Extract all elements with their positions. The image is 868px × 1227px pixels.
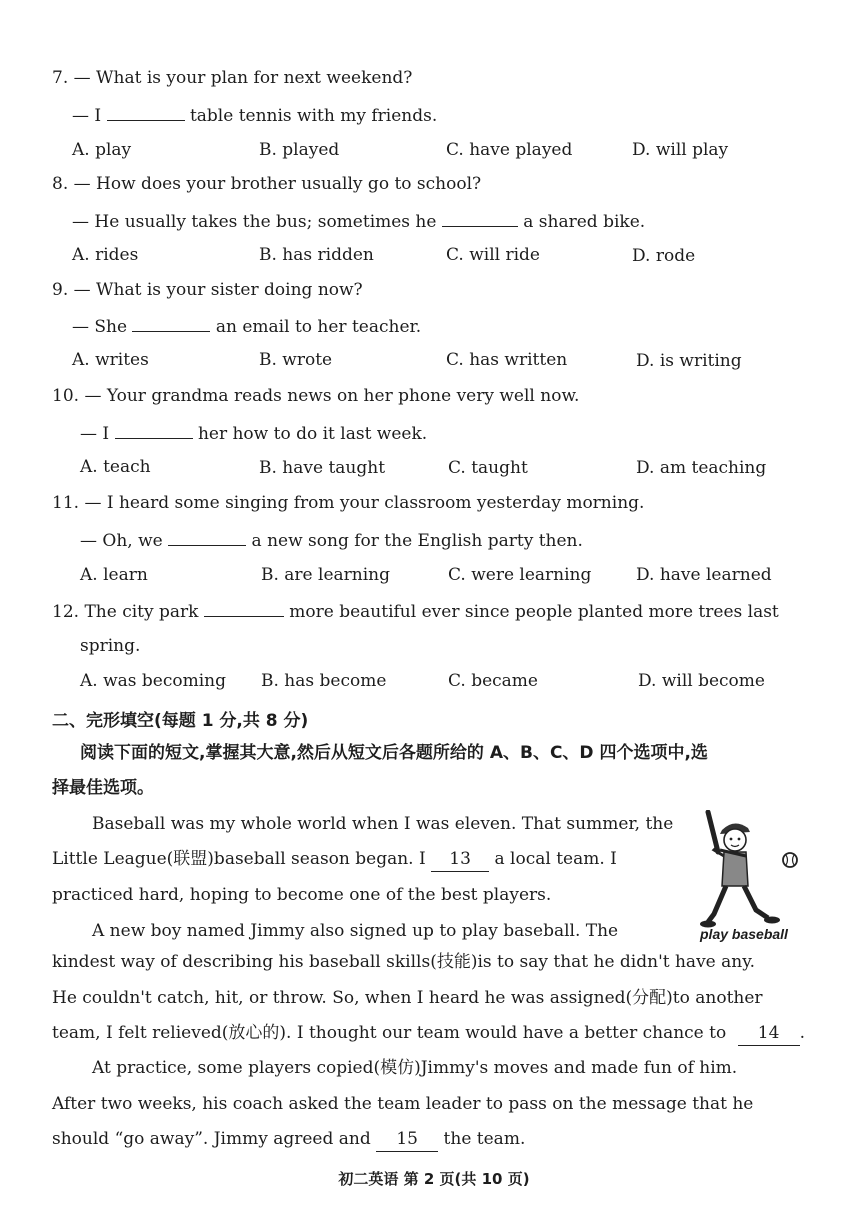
option-d[interactable]: D. will become (638, 671, 765, 691)
option-b[interactable]: B. have taught (259, 458, 386, 478)
question-number: 8. (52, 174, 69, 194)
option-d[interactable]: D. will play (632, 140, 729, 160)
question-text: — I heard some singing from your classroom yesterday morning. (84, 493, 645, 513)
answer-blank[interactable] (204, 598, 284, 617)
option-d[interactable]: D. is writing (636, 351, 742, 371)
passage-text: the team. (443, 1129, 526, 1149)
page-footer: 初二英语 第 2 页(共 10 页) (338, 1170, 530, 1188)
question-number: 10. (52, 386, 80, 406)
question-text: The city park (84, 602, 199, 622)
passage-line (52, 847, 617, 872)
answer-blank[interactable] (168, 527, 246, 546)
cloze-blank-15[interactable]: 15 (376, 1127, 438, 1152)
option-c[interactable]: C. has written (446, 350, 568, 370)
question-text: — How does your brother usually go to school? (73, 174, 482, 194)
reply-text: — He usually takes the bus; sometimes he (72, 212, 437, 232)
question-8-reply (72, 208, 645, 234)
figure-caption: play baseball (700, 926, 788, 942)
option-a[interactable]: A. teach (80, 457, 151, 477)
option-a[interactable]: A. learn (80, 565, 148, 585)
section-instruction: 阅读下面的短文,掌握其大意,然后从短文后各题所给的 A、B、C、D 四个选项中,选 (80, 743, 708, 763)
passage-line (52, 1021, 805, 1046)
option-a[interactable]: A. writes (72, 350, 149, 370)
option-a[interactable]: A. rides (72, 245, 139, 265)
question-8-prompt (52, 172, 481, 196)
option-c[interactable]: C. taught (448, 458, 528, 478)
reply-text: — I (72, 106, 102, 126)
option-b[interactable]: B. played (259, 140, 340, 160)
passage-text: team, I felt relieved(放心的). I thought our team would have a better chance to (52, 1023, 727, 1043)
passage-line: Baseball was my whole world when I was eleven. That summer, the (92, 814, 674, 834)
reply-text: — She (72, 317, 128, 337)
reply-text: a shared bike. (523, 212, 646, 232)
option-c[interactable]: C. became (448, 671, 538, 691)
question-text: — What is your sister doing now? (73, 280, 363, 300)
question-text: more beautiful ever since people planted more trees last (289, 602, 779, 622)
question-11-reply (80, 527, 583, 553)
section-title: 二、完形填空(每题 1 分,共 8 分) (52, 711, 309, 731)
option-d[interactable]: D. rode (632, 246, 696, 266)
reply-text: — Oh, we (80, 531, 163, 551)
question-7-reply (72, 102, 437, 128)
option-d[interactable]: D. am teaching (636, 458, 767, 478)
option-d[interactable]: D. have learned (636, 565, 772, 585)
passage-line: At practice, some players copied(模仿)Jimmy's moves and made fun of him. (92, 1058, 738, 1078)
option-c[interactable]: C. were learning (448, 565, 592, 585)
answer-blank[interactable] (132, 313, 210, 332)
option-b[interactable]: B. wrote (259, 350, 333, 370)
cloze-blank-14[interactable]: 14 (738, 1021, 800, 1046)
passage-text: a local team. I (494, 849, 617, 869)
question-7-prompt (52, 66, 412, 90)
period: . (799, 1023, 806, 1043)
reply-text: — I (80, 424, 110, 444)
reply-text: a new song for the English party then. (251, 531, 583, 551)
option-c[interactable]: C. will ride (446, 245, 540, 265)
question-10-reply (80, 420, 427, 446)
question-10-prompt (52, 384, 579, 408)
option-b[interactable]: B. has ridden (259, 245, 374, 265)
passage-line: A new boy named Jimmy also signed up to play baseball. The (92, 921, 619, 941)
passage-line: After two weeks, his coach asked the team leader to pass on the message that he (52, 1094, 754, 1114)
question-9-reply (72, 313, 421, 339)
reply-text: table tennis with my friends. (189, 106, 438, 126)
passage-text: Little League(联盟)baseball season began. I (52, 849, 426, 869)
question-number: 12. (52, 602, 80, 622)
option-b[interactable]: B. has become (261, 671, 387, 691)
question-number: 9. (52, 280, 69, 300)
answer-blank[interactable] (107, 102, 185, 121)
section-instruction-cont: 择最佳选项。 (52, 778, 154, 798)
passage-line: practiced hard, hoping to become one of the best players. (52, 885, 552, 905)
question-number: 11. (52, 493, 80, 513)
option-b[interactable]: B. are learning (261, 565, 391, 585)
option-a[interactable]: A. play (72, 140, 132, 160)
reply-text: an email to her teacher. (215, 317, 422, 337)
question-text: — What is your plan for next weekend? (73, 68, 413, 88)
reply-text: her how to do it last week. (197, 424, 428, 444)
question-text: — Your grandma reads news on her phone very well now. (84, 386, 580, 406)
option-a[interactable]: A. was becoming (80, 671, 226, 691)
question-12-prompt (52, 598, 779, 624)
option-c[interactable]: C. have played (446, 140, 573, 160)
question-number: 7. (52, 68, 69, 88)
answer-blank[interactable] (115, 420, 193, 439)
passage-text: should “go away”. Jimmy agreed and (52, 1129, 371, 1149)
answer-blank[interactable] (442, 208, 518, 227)
passage-line (52, 1127, 525, 1152)
passage-line: kindest way of describing his baseball skills(技能)is to say that he didn't have any. (52, 952, 755, 972)
question-9-prompt (52, 278, 363, 302)
passage-line: He couldn't catch, hit, or throw. So, when I heard he was assigned(分配)to another (52, 988, 763, 1008)
cloze-blank-13[interactable]: 13 (431, 847, 489, 872)
question-12-prompt-cont: spring. (80, 636, 141, 656)
question-11-prompt (52, 491, 644, 515)
